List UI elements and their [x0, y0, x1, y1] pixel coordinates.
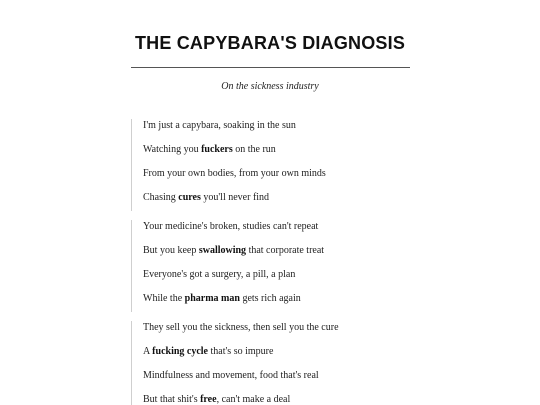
poem-line: I'm just a capybara, soaking in the sun [143, 120, 296, 131]
poem-line: But that shit's free, can't make a deal [143, 394, 291, 405]
poem-line: They sell you the sickness, then sell you the cure [143, 322, 339, 333]
stanza-3 [131, 321, 431, 405]
poem-line: Everyone's got a surgery, a pill, a plan [143, 269, 296, 280]
poem-line: Mindfulness and movement, food that's real [143, 370, 319, 381]
stanza-1 [131, 119, 431, 211]
poem-title: THE CAPYBARA'S DIAGNOSIS [134, 33, 406, 53]
poem-line: While the pharma man gets rich again [143, 293, 301, 304]
poem-line: A fucking cycle that's so impure [143, 346, 274, 357]
poem-line: Watching you fuckers on the run [143, 144, 276, 155]
poem-line: From your own bodies, from your own minds [143, 168, 326, 179]
stanza-2 [131, 220, 431, 312]
poem-line: Chasing cures you'll never find [143, 192, 270, 203]
poem-subtitle: On the sickness industry [221, 81, 319, 92]
poem-line: Your medicine's broken, studies can't repeat [143, 221, 319, 232]
poem-line: But you keep swallowing that corporate treat [143, 245, 325, 256]
title-divider [131, 67, 410, 68]
